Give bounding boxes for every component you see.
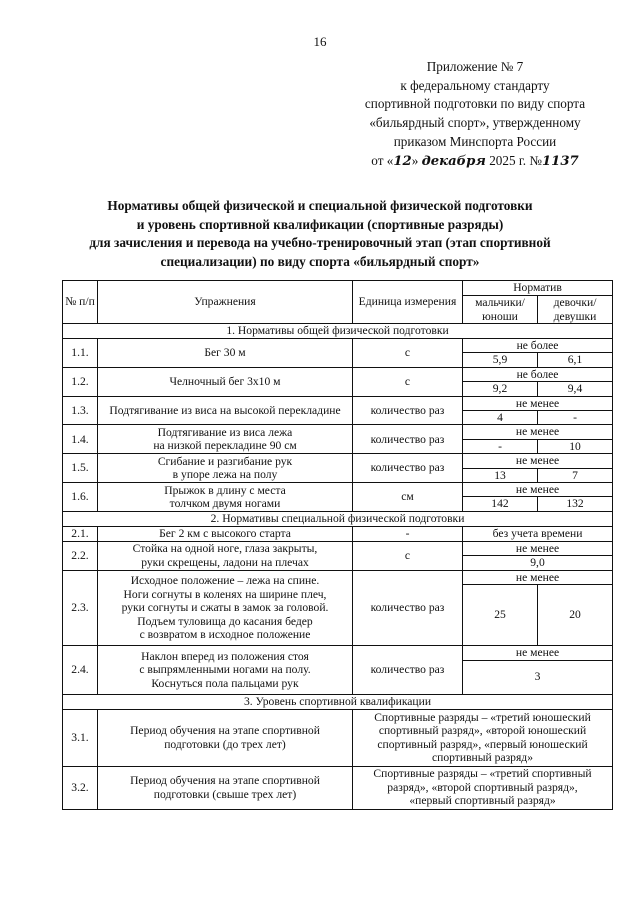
exercise-line: с выпрямленными ногами на полу. (139, 663, 311, 677)
exercise-line: подготовки (свыше трех лет) (153, 787, 297, 801)
row-condition: не менее (463, 454, 613, 468)
row-girls: 10 (538, 439, 613, 453)
row-unit: количество раз (353, 425, 463, 454)
row-value (353, 766, 613, 809)
exercise-line: Исходное положение – лежа на спине. (130, 574, 320, 588)
title-line: Нормативы общей физической и специальной физической подготовки (107, 198, 533, 213)
row-value: без учета времени (463, 526, 613, 541)
value-line: спортивный разряд» (432, 750, 533, 764)
title-line: специализации) по виду спорта «бильярдный спорт» (160, 253, 480, 269)
handwritten-day: 12 (393, 153, 412, 169)
row-value: 9,0 (463, 556, 613, 570)
row-boys: 5,9 (463, 353, 538, 367)
row-condition: не менее (463, 425, 613, 439)
header-exercise: Упражнения (98, 281, 353, 324)
exercise-line: Наклон вперед из положения стоя (141, 649, 309, 663)
exercise-line: Прыжок в длину с места (164, 483, 286, 497)
row-num: 3.2. (63, 766, 98, 809)
value-line: Спортивные разряды – «третий юношеский (374, 710, 591, 724)
row-num: 3.1. (63, 709, 98, 766)
header-norm: Норматив (463, 281, 613, 296)
section-title: 2. Нормативы специальной физической подготовки (63, 511, 613, 526)
row-condition: не менее (463, 396, 613, 410)
value-line: Спортивные разряды – «третий спортивный (373, 767, 592, 781)
section-row (63, 694, 613, 709)
row-exercise (98, 483, 353, 512)
row-boys: 9,2 (463, 382, 538, 396)
header-row (63, 281, 613, 296)
handwritten-month: декабря (421, 153, 486, 169)
section-row (63, 511, 613, 526)
section-title: 1. Нормативы общей физической подготовки (63, 324, 613, 339)
value-line: разряд», «второй спортивный разряд», (387, 780, 578, 794)
row-exercise (98, 425, 353, 454)
row-num: 2.2. (63, 541, 98, 570)
handwritten-order-number: 1137 (541, 153, 579, 169)
row-girls: 9,4 (538, 382, 613, 396)
row-girls: 7 (538, 468, 613, 482)
exercise-line: Ноги согнуты в коленях на ширине плеч, (123, 587, 327, 601)
row-boys: - (463, 439, 538, 453)
table-row (63, 766, 613, 809)
appendix-line: приказом Минспорта России (393, 133, 557, 149)
table-row (63, 396, 613, 410)
appendix-line: к федеральному стандарту (400, 77, 550, 93)
exercise-line: Период обучения на этапе спортивной (130, 774, 320, 788)
row-condition: не более (463, 339, 613, 353)
appendix-line: спортивной подготовки по виду спорта (364, 96, 586, 112)
header-boys: мальчики/ юноши (463, 296, 538, 324)
exercise-line: Коснуться пола пальцами рук (151, 676, 299, 690)
exercise-line: с возвратом в исходное положение (139, 628, 311, 641)
table-row (63, 367, 613, 381)
section-title: 3. Уровень спортивной квалификации (63, 694, 613, 709)
table-row (63, 570, 613, 584)
row-unit: количество раз (353, 570, 463, 645)
table-row (63, 339, 613, 353)
table-row (63, 526, 613, 541)
exercise-line: Период обучения на этапе спортивной (130, 724, 320, 738)
row-num: 1.2. (63, 367, 98, 396)
exercise-line: Сгибание и разгибание рук (157, 454, 293, 468)
row-boys: 13 (463, 468, 538, 482)
row-girls: 20 (538, 585, 613, 646)
exercise-line: руки согнуты и сжаты в замок за головой. (121, 601, 329, 615)
appendix-line: «бильярдный спорт», утвержденному (369, 115, 581, 131)
row-exercise (98, 541, 353, 570)
row-num: 2.4. (63, 646, 98, 694)
row-exercise: Подтягивание из виса на высокой перекладине (98, 396, 353, 425)
table-row (63, 541, 613, 555)
row-exercise (98, 454, 353, 483)
row-num: 1.3. (63, 396, 98, 425)
row-unit: количество раз (353, 454, 463, 483)
table-row (63, 483, 613, 497)
row-exercise (98, 646, 353, 694)
date-mid: » (411, 152, 422, 168)
date-year: 2025 г. № (485, 152, 542, 168)
row-exercise (98, 570, 353, 645)
row-exercise: Бег 30 м (98, 339, 353, 368)
table-row (63, 454, 613, 468)
row-num: 2.3. (63, 570, 98, 645)
row-value (353, 709, 613, 766)
row-condition: не менее (463, 541, 613, 555)
exercise-line: Стойка на одной ноге, глаза закрыты, (132, 542, 318, 556)
row-num: 1.4. (63, 425, 98, 454)
row-unit: см (353, 483, 463, 512)
exercise-line: подготовки (до трех лет) (164, 737, 286, 751)
document-title (30, 197, 610, 271)
value-line: «первый спортивный разряд» (409, 794, 556, 808)
appendix-header (330, 58, 620, 171)
row-num: 2.1. (63, 526, 98, 541)
row-condition: не более (463, 367, 613, 381)
row-condition: не менее (463, 570, 613, 584)
row-unit: с (353, 541, 463, 570)
row-condition: не менее (463, 483, 613, 497)
title-line: и уровень спортивной квалификации (спортивные разряды) (136, 216, 504, 232)
row-unit: количество раз (353, 396, 463, 425)
section-row (63, 324, 613, 339)
exercise-line: в упоре лежа на полу (172, 468, 278, 482)
row-condition: не менее (463, 646, 613, 660)
row-unit: с (353, 367, 463, 396)
row-exercise (98, 709, 353, 766)
norms-table (62, 280, 613, 810)
exercise-line: на низкой перекладине 90 см (153, 439, 297, 453)
row-exercise: Челночный бег 3x10 м (98, 367, 353, 396)
row-boys: 142 (463, 497, 538, 511)
date-prefix: от « (371, 152, 394, 168)
row-unit: количество раз (353, 646, 463, 694)
table-row (63, 425, 613, 439)
page-number: 16 (313, 34, 327, 49)
row-exercise (98, 766, 353, 809)
title-line: для зачисления и перевода на учебно-тренировочный этап (этап спортивной (89, 235, 551, 250)
row-boys: 4 (463, 411, 538, 425)
exercise-line: Подтягивание из виса лежа (157, 425, 293, 439)
exercise-line: толчком двумя ногами (169, 496, 281, 510)
exercise-line: руки скрещены, ладони на плечах (141, 555, 309, 569)
row-girls: - (538, 411, 613, 425)
row-unit: - (353, 526, 463, 541)
header-num: № п/п (63, 281, 98, 324)
row-num: 1.6. (63, 483, 98, 512)
table-row (63, 646, 613, 660)
value-line: спортивный разряд», «второй юношеский (378, 724, 587, 738)
row-exercise: Бег 2 км с высокого старта (98, 526, 353, 541)
appendix-line: Приложение № 7 (426, 59, 524, 74)
value-line: спортивный разряд», «первый юношеский (377, 737, 588, 751)
row-unit: с (353, 339, 463, 368)
appendix-date-line (330, 152, 620, 172)
row-value: 3 (463, 660, 613, 694)
row-girls: 6,1 (538, 353, 613, 367)
header-girls: девочки/ девушки (538, 296, 613, 324)
exercise-line: Подъем туловища до касания бедер (137, 614, 313, 628)
row-boys: 25 (463, 585, 538, 646)
row-num: 1.5. (63, 454, 98, 483)
row-girls: 132 (538, 497, 613, 511)
header-unit: Единица измерения (353, 281, 463, 324)
table-row (63, 709, 613, 766)
row-num: 1.1. (63, 339, 98, 368)
